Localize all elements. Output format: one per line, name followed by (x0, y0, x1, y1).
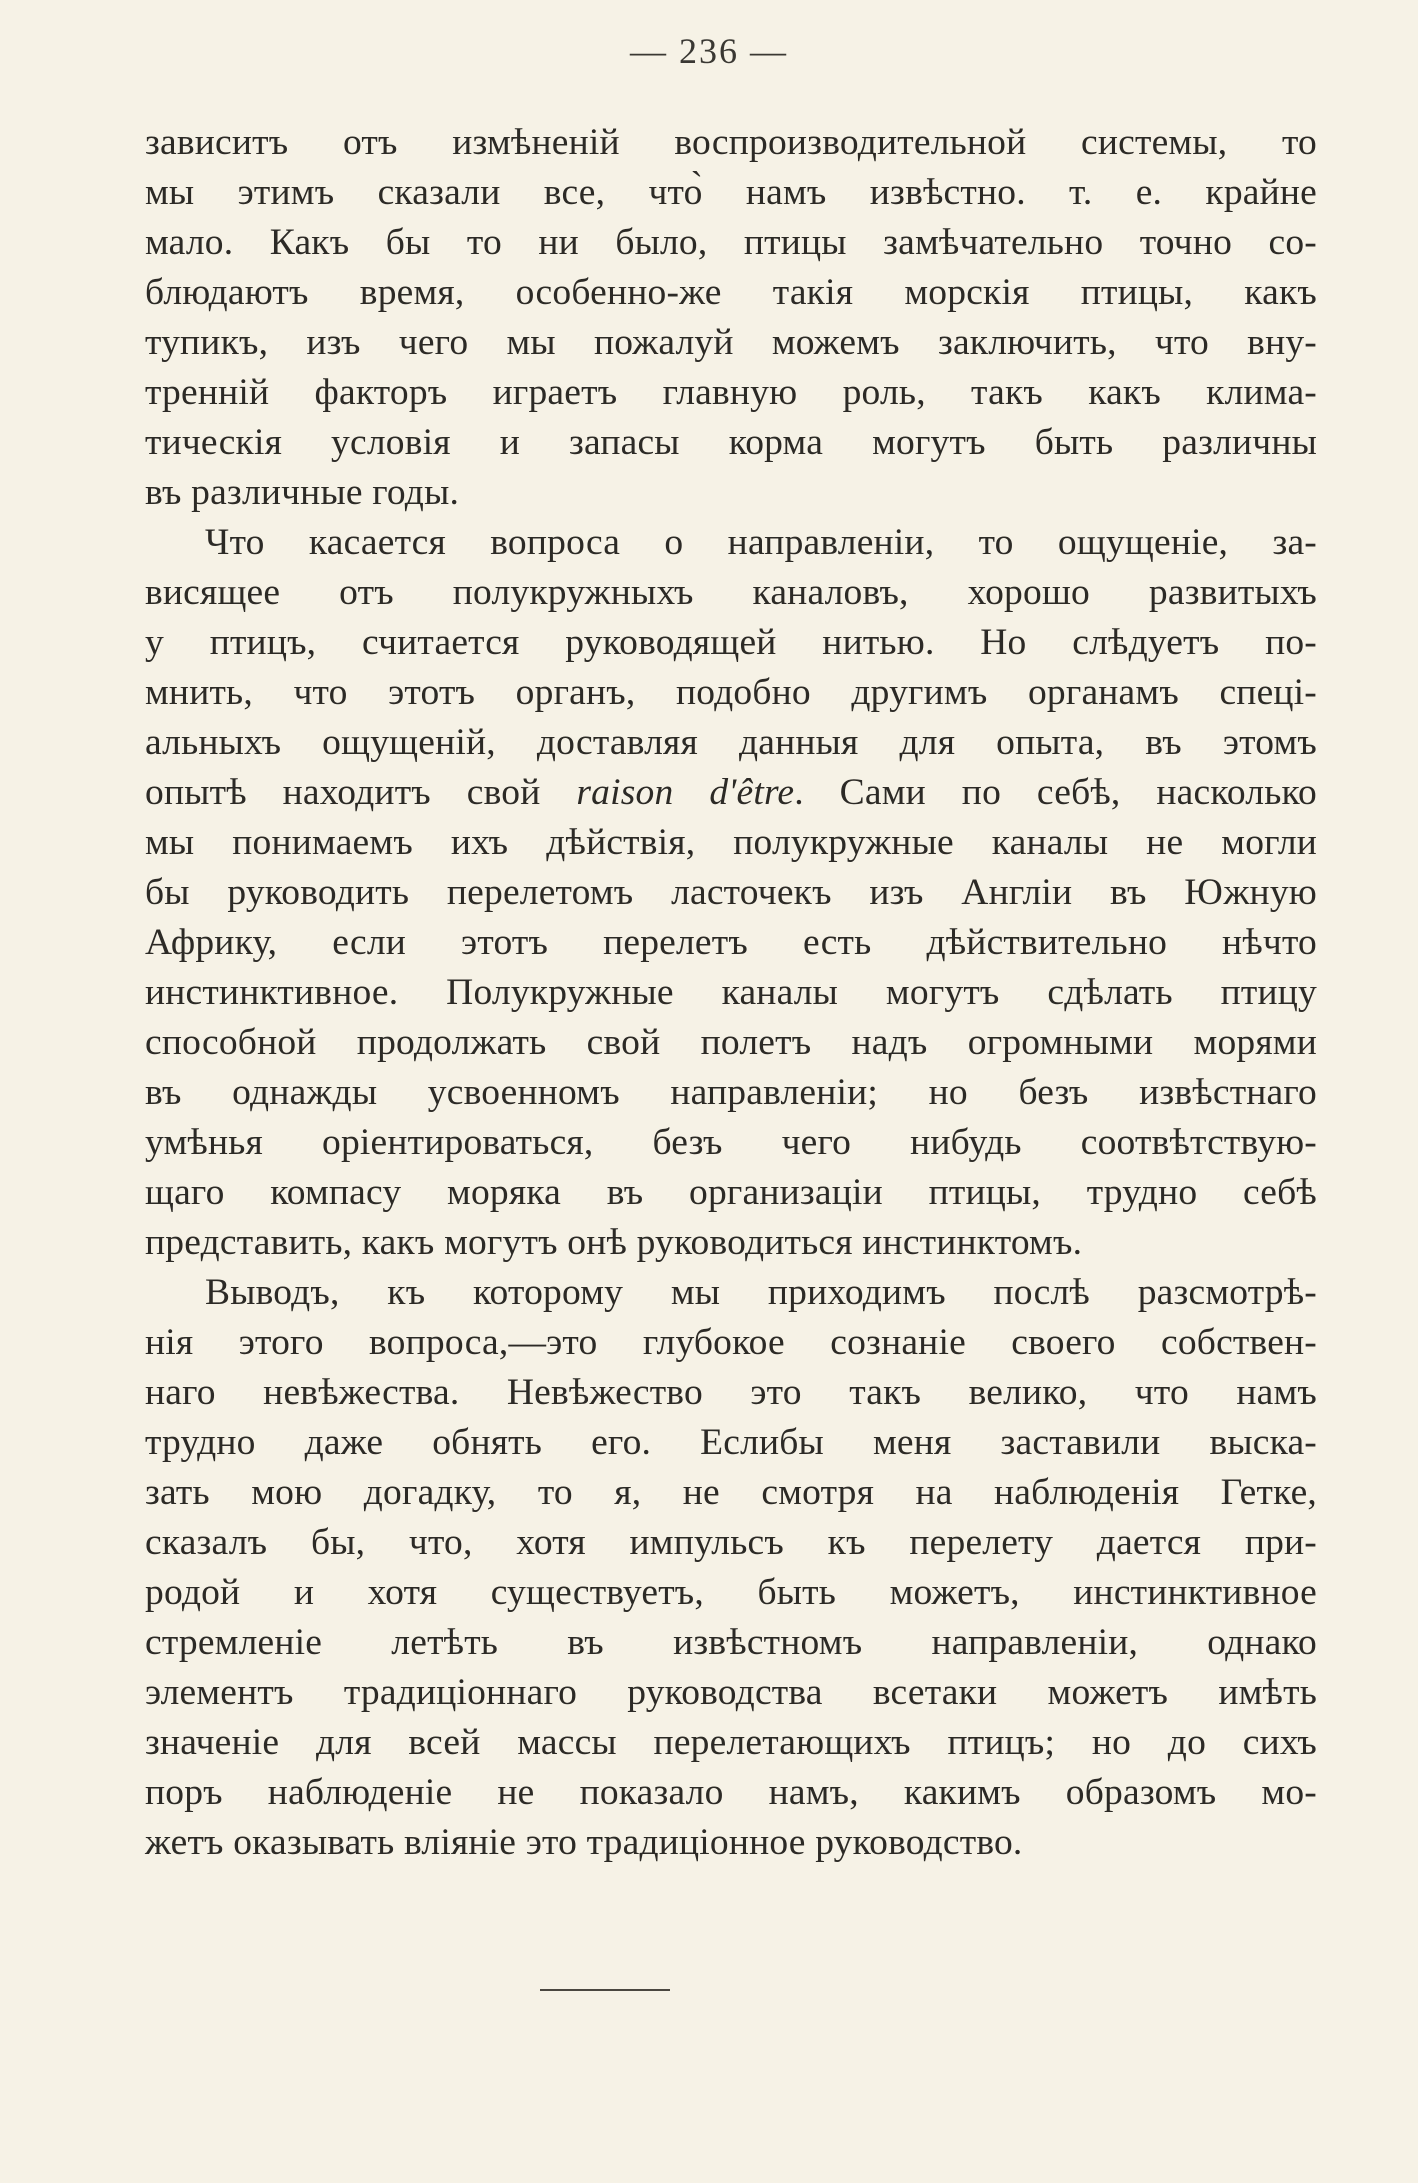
text-segment: опытѣ находитъ свой (145, 772, 577, 813)
page-number: — 236 — (630, 31, 788, 71)
text-line: у птицъ, считается руководящей нитью. Но слѣдуетъ по- (145, 622, 1317, 663)
footer-divider (540, 1989, 670, 1991)
text-line: блюдаютъ время, особенно-же такія морскія птицы, какъ (145, 272, 1317, 313)
text-line: тупикъ, изъ чего мы пожалуй можемъ заключить, что вну- (145, 322, 1317, 363)
italic-phrase: raison d'être (576, 772, 795, 813)
text-line: жетъ оказывать вліяніе это традиціонное руководство. (145, 1822, 1023, 1863)
text-line: мы этимъ сказали все, что̀ намъ извѣстно. т. е. крайне (145, 172, 1317, 213)
text-line: альныхъ ощущеній, доставляя данныя для опыта, въ этомъ (145, 722, 1317, 763)
body-text (145, 118, 1317, 1868)
text-line: значеніе для всей массы перелетающихъ птицъ; но до сихъ (145, 1722, 1317, 1763)
text-line: стремленіе летѣть въ извѣстномъ направленіи, однако (145, 1622, 1317, 1663)
text-line: тическія условія и запасы корма могутъ быть различны (145, 422, 1317, 463)
text-line: мы понимаемъ ихъ дѣйствія, полукружные каналы не могли (145, 822, 1317, 863)
text-line: тренній факторъ играетъ главную роль, такъ какъ клима- (145, 372, 1317, 413)
text-line: висящее отъ полукружныхъ каналовъ, хорошо развитыхъ (145, 572, 1317, 613)
text-line: Выводъ, къ которому мы приходимъ послѣ разсмотрѣ- (205, 1272, 1317, 1313)
text-line: поръ наблюденіе не показало намъ, какимъ образомъ мо- (145, 1772, 1317, 1813)
text-line: Что касается вопроса о направленіи, то ощущеніе, за- (205, 522, 1317, 563)
text-line: сказалъ бы, что, хотя импульсъ къ перелету дается при- (145, 1522, 1317, 1563)
text-line: трудно даже обнять его. Еслибы меня заставили выска- (145, 1422, 1317, 1463)
text-segment: . Сами по себѣ, насколько (794, 772, 1317, 813)
text-line: Африку, если этотъ перелетъ есть дѣйствительно нѣчто (145, 922, 1317, 963)
text-line: мало. Какъ бы то ни было, птицы замѣчательно точно со- (145, 222, 1317, 263)
text-line: зависитъ отъ измѣненій воспроизводительной системы, то (145, 122, 1317, 163)
text-line: умѣнья оріентироваться, безъ чего нибудь соотвѣтствую- (145, 1122, 1317, 1163)
text-line: въ однажды усвоенномъ направленіи; но безъ извѣстнаго (145, 1072, 1317, 1113)
text-line: родой и хотя существуетъ, быть можетъ, инстинктивное (145, 1572, 1317, 1613)
text-line: инстинктивное. Полукружные каналы могутъ сдѣлать птицу (145, 972, 1317, 1013)
text-line: зать мою догадку, то я, не смотря на наблюденія Гетке, (145, 1472, 1317, 1513)
text-line: нія этого вопроса,—это глубокое сознаніе своего собствен- (145, 1322, 1317, 1363)
text-line: мнить, что этотъ органъ, подобно другимъ органамъ спеці- (145, 672, 1317, 713)
text-line: представить, какъ могутъ онѣ руководиться инстинктомъ. (145, 1222, 1083, 1263)
text-line-with-italic (145, 768, 1317, 818)
text-line: щаго компасу моряка въ организаціи птицы, трудно себѣ (145, 1172, 1317, 1213)
text-line: элементъ традиціоннаго руководства всетаки можетъ имѣть (145, 1672, 1317, 1713)
text-line: въ различные годы. (145, 472, 460, 513)
text-line: бы руководить перелетомъ ласточекъ изъ Англіи въ Южную (145, 872, 1317, 913)
text-line: способной продолжать свой полетъ надъ огромными морями (145, 1022, 1317, 1063)
text-line: наго невѣжества. Невѣжество это такъ велико, что намъ (145, 1372, 1317, 1413)
